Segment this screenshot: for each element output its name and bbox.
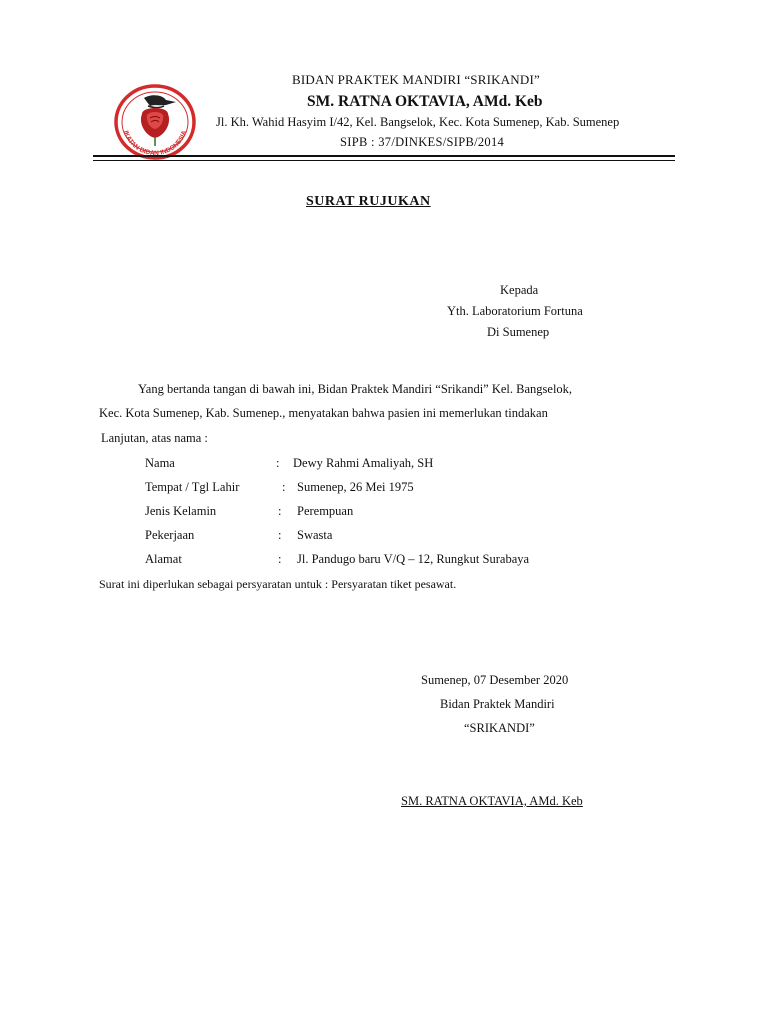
- field-label-alamat: Alamat: [145, 552, 182, 566]
- field-value-nama: Dewy Rahmi Amaliyah, SH: [293, 456, 434, 470]
- closing-org: Bidan Praktek Mandiri: [440, 697, 555, 711]
- field-colon: :: [282, 480, 286, 494]
- field-colon: :: [278, 504, 282, 518]
- signer-name: SM. RATNA OKTAVIA, AMd. Keb: [401, 794, 583, 808]
- body-line-2: Kec. Kota Sumenep, Kab. Sumenep., menyatakan bahwa pasien ini memerlukan tindakan: [99, 406, 548, 420]
- closing-date: Sumenep, 07 Desember 2020: [421, 673, 569, 687]
- header-address: Jl. Kh. Wahid Hasyim I/42, Kel. Bangselok, Kec. Kota Sumenep, Kab. Sumenep: [216, 115, 620, 129]
- field-value-pekerjaan: Swasta: [297, 528, 333, 542]
- header-midwife-name: SM. RATNA OKTAVIA, AMd. Keb: [307, 93, 543, 110]
- field-value-tempat-tgl-lahir: Sumenep, 26 Mei 1975: [297, 480, 414, 494]
- field-label-nama: Nama: [145, 456, 175, 470]
- field-label-tempat-tgl-lahir: Tempat / Tgl Lahir: [145, 480, 240, 494]
- ikatan-bidan-indonesia-logo: [114, 84, 196, 160]
- recipient-kepada: Kepada: [500, 283, 539, 297]
- body-line-1: Yang bertanda tangan di bawah ini, Bidan Praktek Mandiri “Srikandi” Kel. Bangselok,: [138, 382, 573, 396]
- purpose-line: Surat ini diperlukan sebagai persyaratan untuk : Persyaratan tiket pesawat.: [99, 577, 457, 591]
- header-rule-thin: [93, 160, 675, 161]
- field-value-alamat: Jl. Pandugo baru V/Q – 12, Rungkut Surabaya: [297, 552, 530, 566]
- header-rule-thick: [93, 155, 675, 157]
- header-clinic-name: BIDAN PRAKTEK MANDIRI “SRIKANDI”: [292, 72, 540, 87]
- body-line-3: Lanjutan, atas nama :: [101, 431, 208, 445]
- logo-text: IKATAN BIDAN INDONESIA: [121, 129, 189, 158]
- recipient-location: Di Sumenep: [487, 325, 550, 339]
- field-colon: :: [276, 456, 280, 470]
- field-label-pekerjaan: Pekerjaan: [145, 528, 195, 542]
- recipient-yth: Yth. Laboratorium Fortuna: [447, 304, 583, 318]
- closing-org-name: “SRIKANDI”: [464, 721, 535, 735]
- document-title: SURAT RUJUKAN: [306, 194, 431, 209]
- field-value-jenis-kelamin: Perempuan: [297, 504, 354, 518]
- field-colon: :: [278, 528, 282, 542]
- field-label-jenis-kelamin: Jenis Kelamin: [145, 504, 217, 518]
- field-colon: :: [278, 552, 282, 566]
- header-sipb: SIPB : 37/DINKES/SIPB/2014: [340, 135, 505, 149]
